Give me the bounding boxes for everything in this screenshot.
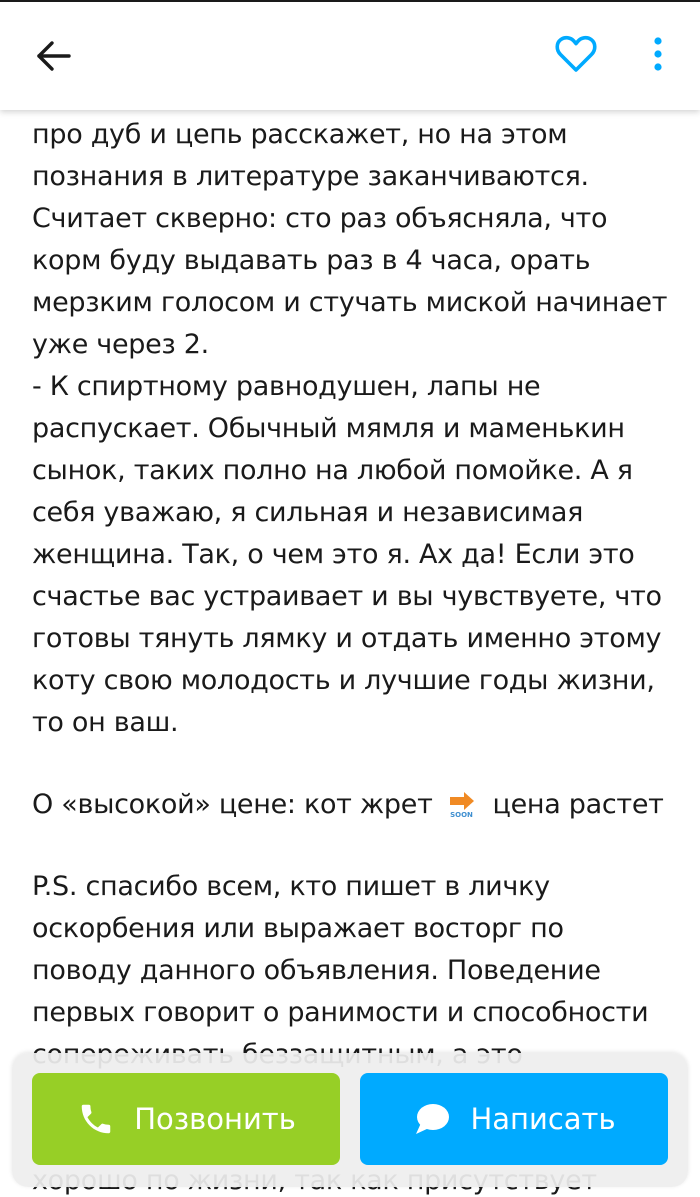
back-button[interactable]: [22, 30, 86, 86]
price-line-after: цена растет: [492, 789, 664, 820]
price-line: [32, 784, 672, 826]
description-line: - К спиртному равнодушен, лапы не: [32, 371, 541, 402]
soon-label: SOON: [450, 811, 473, 819]
phone-icon: [76, 1099, 116, 1139]
more-options-button[interactable]: [636, 28, 680, 84]
description-line: корм буду выдавать раз в 4 часа, орать: [32, 245, 591, 276]
status-divider: [0, 0, 700, 2]
description-line: Считает скверно: сто раз объясняла, что: [32, 203, 608, 234]
description-line: готовы тянуть лямку и отдать именно этому: [32, 623, 662, 654]
description-line: распускает. Обычный мямля и маменькин: [32, 413, 625, 444]
description-line: сынок, таких полно на любой помойке. А я: [32, 455, 633, 486]
heart-outline-icon: [555, 35, 597, 77]
top-app-bar: [0, 0, 700, 110]
description-line: мерзким голосом и стучать миской начинает: [32, 287, 668, 318]
soon-arrow-icon: [445, 788, 479, 822]
chat-bubble-icon: [412, 1099, 452, 1139]
description-line: познания в литературе заканчиваются.: [32, 161, 589, 192]
call-button-label: Позвонить: [134, 1102, 296, 1136]
bottom-action-bar: [12, 1053, 688, 1187]
ps-line: оскорбения или выражает восторг по: [32, 913, 564, 944]
call-button[interactable]: [32, 1073, 340, 1165]
description-line: уже через 2.: [32, 329, 209, 360]
description-line: про дуб и цепь расскажет, но на этом: [32, 119, 568, 150]
description-line: счастье вас устраивает и вы чувствуете, что: [32, 581, 662, 612]
description-line: женщина. Так, о чем это я. Ах да! Если это: [32, 539, 635, 570]
description-line: коту свою молодость и лучшие годы жизни,: [32, 665, 655, 696]
write-button[interactable]: [360, 1073, 668, 1165]
description-line: себя уважаю, я сильная и независимая: [32, 497, 584, 528]
arrow-left-icon: [36, 40, 72, 76]
ps-line: P.S. спасибо всем, кто пишет в личку: [32, 871, 550, 902]
favorite-button[interactable]: [548, 28, 604, 84]
ps-line: поводу данного объявления. Поведение: [32, 955, 601, 986]
description-line: то он ваш.: [32, 707, 179, 738]
more-vertical-icon: [653, 37, 663, 75]
write-button-label: Написать: [470, 1102, 616, 1136]
price-line-before: О «высокой» цене: кот жрет: [32, 789, 433, 820]
ps-line: первых говорит о ранимости и способности: [32, 997, 649, 1028]
